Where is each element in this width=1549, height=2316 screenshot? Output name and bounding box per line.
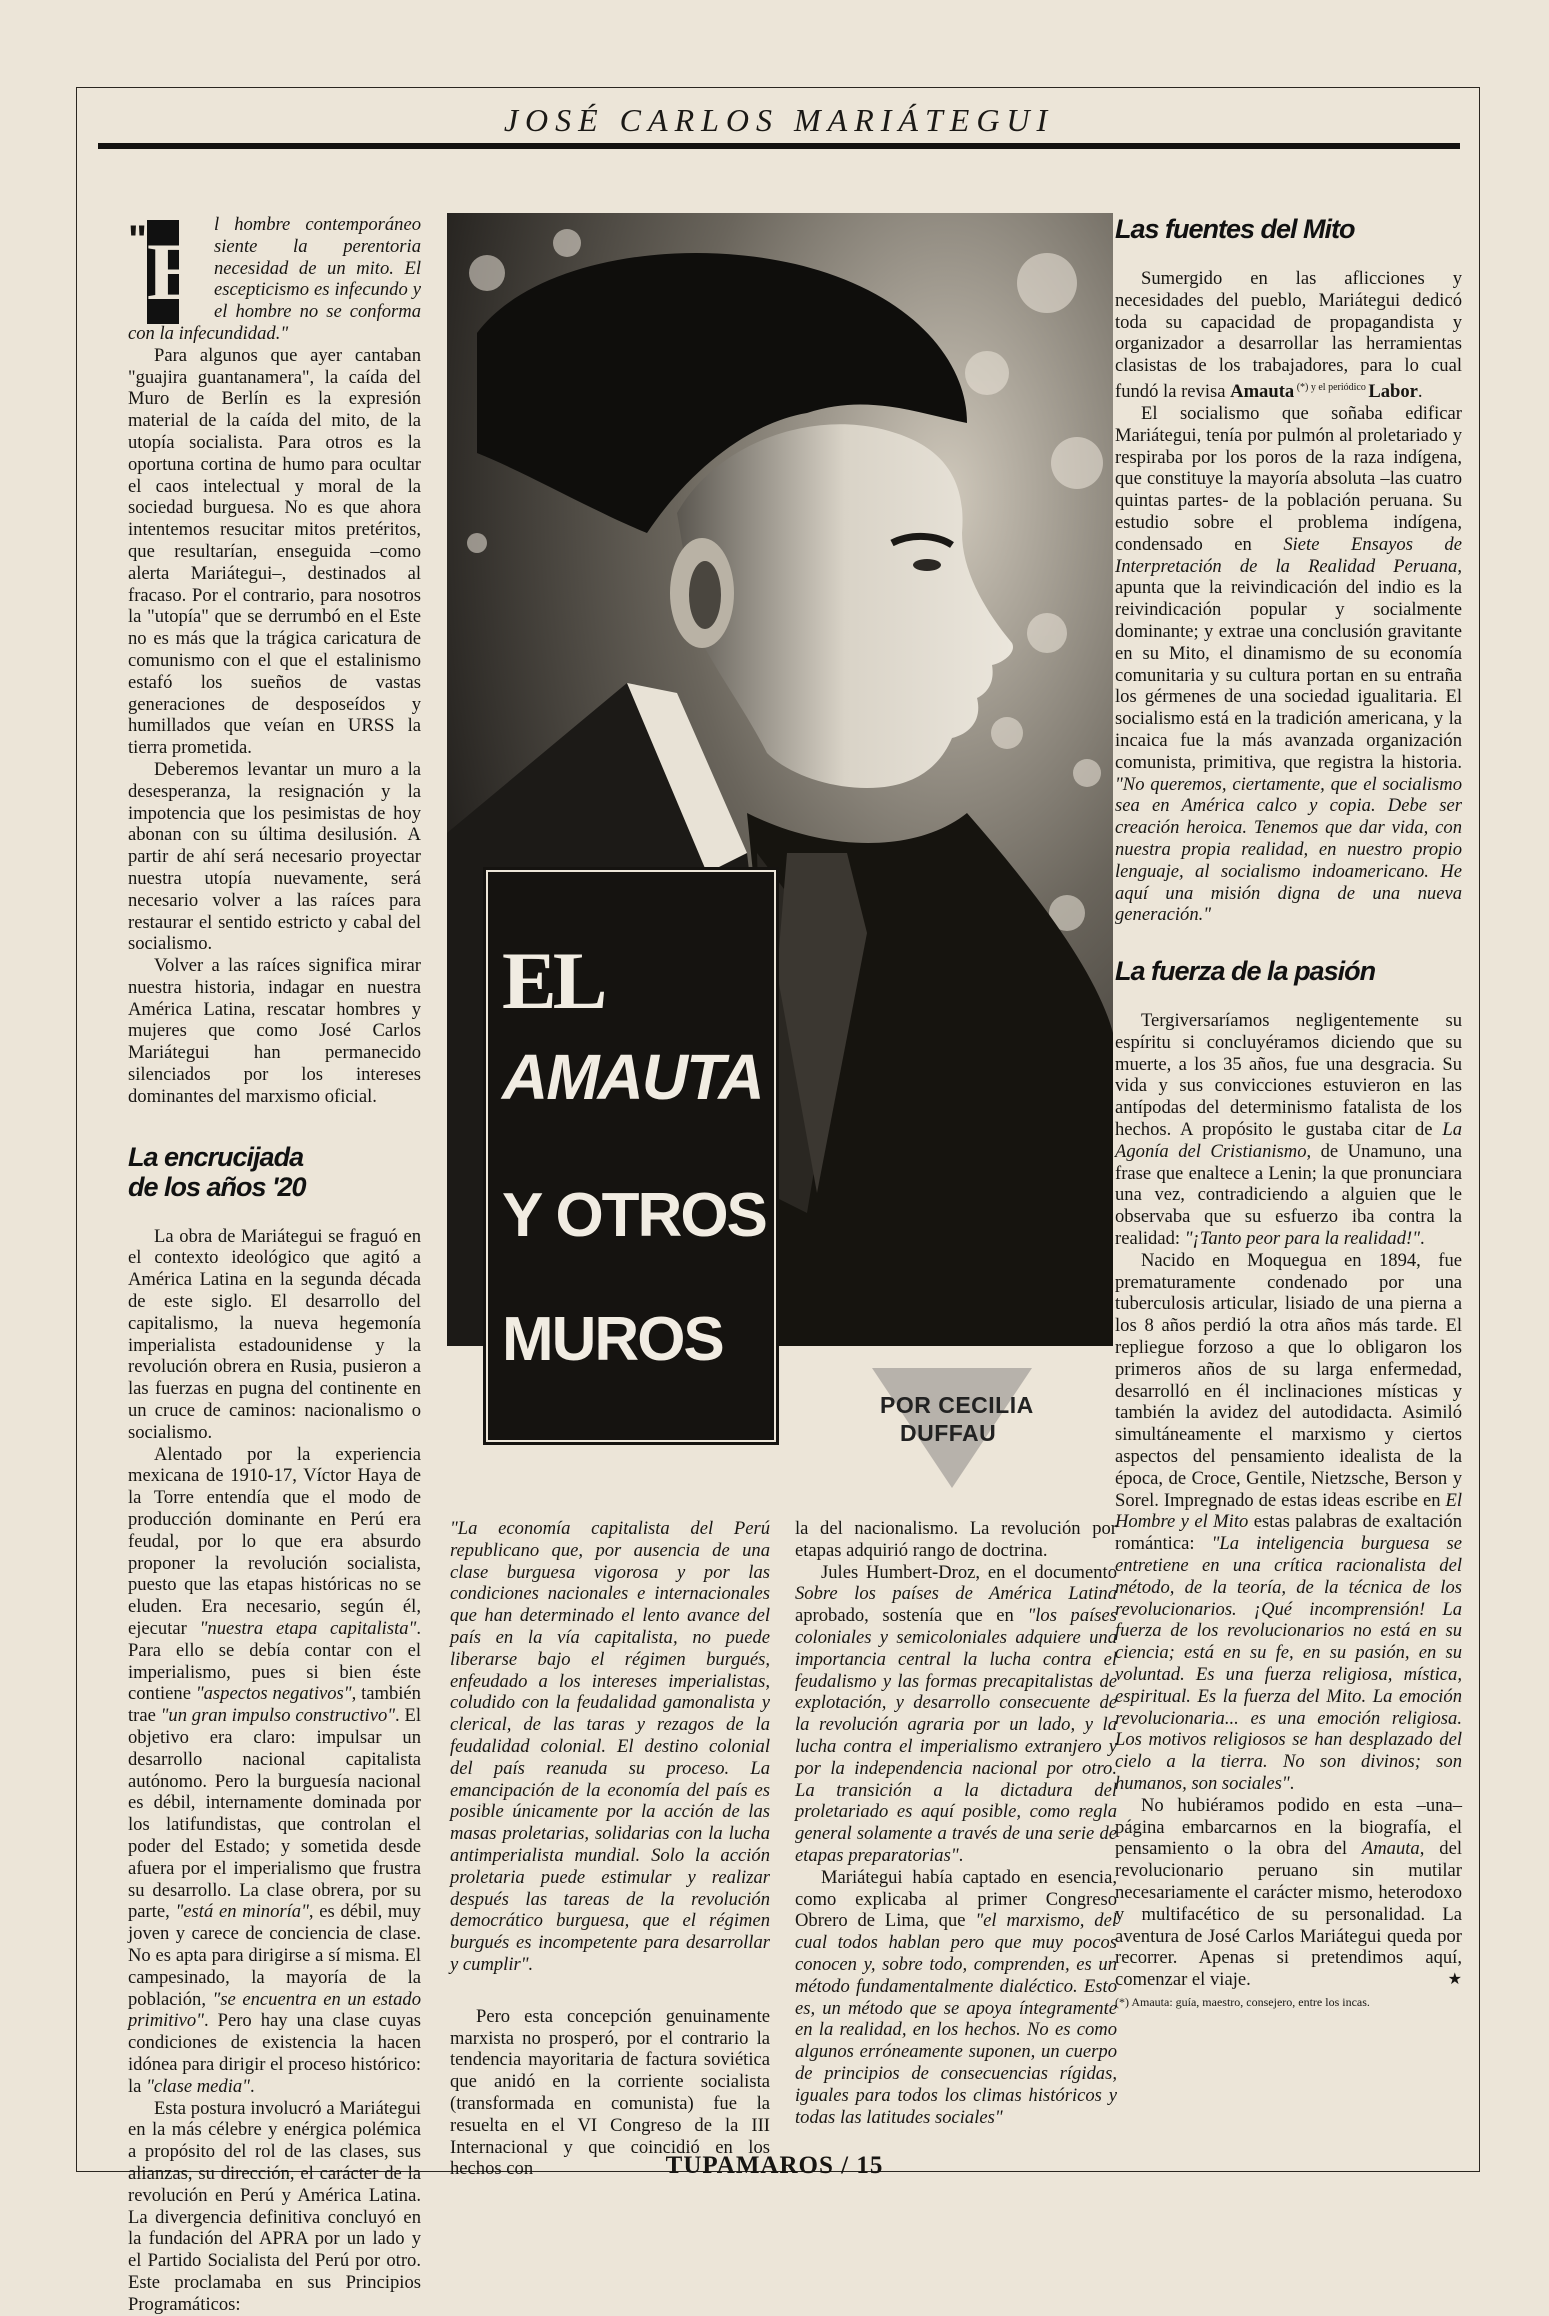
quote-block: "La economía capitalista del Perú republicano que, por ausencia de una clase burguesa vigorosa y por las condiciones nacionales e internacionales que han determinado el lento avance del país en la vía capitalista, no puede liberarse bajo el régimen burgués, enfeudado a los intereses imperialistas, coludido con la feudalidad gamonalista y clerical, de las taras y rezagos de la feudalidad colonial. El destino colonial del país reanuda su proceso. La emancipación de la economía del país es posible únicamente por la acción de las masas proletarias, solidarias con la lucha antimperialista mundial. Solo la acción proletaria puede estimular y realizar después las tareas de la revolución democrático burguesa, que el régimen burgués es incompetente para desarrollar y cumplir". [450,1518,770,1975]
column-1 [128,214,421,2316]
headline-line-2: AMAUTA [502,1041,763,1113]
column-2 [450,1518,770,2180]
page-footer: TUPAMAROS / 15 [665,2152,884,2179]
running-header: JOSÉ CARLOS MARIÁTEGUI [503,102,1055,138]
paragraph: Sumergido en las aflicciones y necesidades del pueblo, Mariátegui dedicó toda su capacidad de propagandista y organizador a desarrollar las herramientas clasistas de los trabajadores, para lo cual fundó la revisa Amauta $^{(*) y el periódico}$ Labor. [1115,268,1462,403]
paragraph: El socialismo que soñaba edificar Mariátegui, tenía por pulmón al proletariado y respiraba por los poros de la raza indígena, que constituye la mayoría absoluta –las cuatro quintas partes- de la población peruana. Su estudio sobre el problema indígena, condensado en Siete Ensayos de Interpretación de la Realidad Peruana, apunta que la reivindicación del indio es la reivindicación popular y socialmente dominante; y extrae una conclusión gravitante en su Mito, el dinamismo de su economía comunitaria y su cultura portan en su entraña los gérmenes de una sociedad igualitaria. El socialismo está en la tradición americana, y la incaica fue la más avanzada organización comunista, primitiva, que registra la historia. "No queremos, ciertamente, que el socialismo sea en América calco y copia. Debe ser creación heroica. Tenemos que dar vida, con nuestra propia realidad, en nuestro propio lenguaje, al socialismo indoamericano. He aquí una misión digna de una nueva generación." [1115,402,1462,926]
paragraph: No hubiéramos podido en esta –una– página embarcarnos en la biografía, el pensamiento o la obra del Amauta, del revolucionario peruano sin mutilar necesariamente el carácter mismo, heterodoxo y multifacético de su personalidad. La aventura de José Carlos Mariátegui queda por recorrer. Apenas si pretendimos aquí, comenzar el viaje. ★ [1115,1794,1462,1991]
paragraph: Jules Humbert-Droz, en el documento Sobre los países de América Latina aprobado, sostenía que en "los países coloniales y semicoloniales adquiere una importancia central la lucha contra el feudalismo y las formas precapitalistas de explotación, y desarrollo consecuente de la revolución agraria por un lado, y la lucha contra el imperialismo extranjero y por la independencia nacional por otro. La transición a la dictadura del proletariado es aquí posible, como regla general solamente a través de una serie de etapas preparatorias". [795,1561,1118,1866]
byline [880,1391,1034,1447]
headline-line-1: EL [502,935,604,1026]
paragraph: Nacido en Moquegua en 1894, fue prematuramente condenado por una tuberculosis articular, lisiado de una pierna a los 8 años perdió la otra años más tarde. El repliegue forzoso a que lo obligaron los primeros años de su larga enfermedad, desarrolló en él inclinaciones místicas y también la avidez del autodidacta. Asimiló simultáneamente el marxismo y ciertos aspectos del pensamiento idealista de la época, de Croce, Gentile, Nietzsche, Berson y Sorel. Impregnado de estas ideas escribe en El Hombre y el Mito estas palabras de exaltación romántica: "La inteligencia burguesa se entretiene en una crítica racionalista del método, de la teoría, de la técnica de los revolucionarios. ¡Qué incomprensión! La fuerza de los revolucionarios no está en su ciencia; está en su fe, en su pasión, en su voluntad. Es una fuerza religiosa, mística, espiritual. Es la fuerza del Mito. La emoción revolucionaria... es una emoción religiosa. Los motivos religiosos se han desplazado del cielo a la tierra. No son divinos; son humanos, son sociales". [1115,1249,1463,1794]
byline-author-2: DUFFAU [900,1420,997,1446]
column-3 [795,1518,1117,2128]
paragraph: Tergiversaríamos negligentemente su espíritu si concluyéramos diciendo que su muerte, a los 35 años, fue una desgracia. Su vida y sus convicciones estuvieron en las antípodas del determinismo fatalista de los hechos. A propósito le gustaba citar de La Agonía del Cristianismo, de Unamuno, una frase que enaltece a Lenin; la que pronunciara una vez, contradiciendo a alguien que le observaba que su esfuerzo iba contra la realidad: "¡Tanto peor para la realidad!". [1115,1010,1462,1250]
paragraph: Mariátegui había captado en esencia, como explicaba al primer Congreso Obrero de Lima, que "el marxismo, del cual todos hablan pero que muy pocos conocen y, sobre todo, comprenden, es un método fundamentalmente dialéctico. Esto es, un método que se apoya íntegramente en la realidad, en los hechos. No es como algunos erróneamente suponen, un cuerpo de principios de consecuencias rígidas, iguales para todos los climas históricos y todas las latitudes sociales" [795,1866,1117,2128]
subhead-encrucijada: La encrucijada de los años '20 [128,1141,306,1202]
subhead-fuentes: Las fuentes del Mito [1115,214,1355,244]
header-rule [98,143,1460,149]
paragraph: Alentado por la experiencia mexicana de 1910-17, Víctor Haya de la Torre entendía que el modo de producción dominante en Perú era feudal, por lo que era absurdo proponer la revolución socialista, puesto que las etapas históricas no se eluden. Era necesario, según él, ejecutar "nuestra etapa capitalista". Para ello se debía contar con el imperialismo, pues si bien éste contiene "aspectos negativos", también trae "un gran impulso constructivo". El objetivo era claro: impulsar un desarrollo nacional capitalista autónomo. Pero la burguesía nacional es débil, internamente dominada por los latifundistas, que controlan el poder del Estado; y sometida desde afuera por el imperialismo que frustra su desarrollo. La clase obrera, por su parte, "está en minoría", es débil, muy joven y carece de conciencia de clase. No es apta para dirigirse a sí misma. El campesinado, la mayoría de la población, "se encuentra en un estado primitivo". Pero hay una clase cuyas condiciones de existencia la hacen idónea para dirigir el proceso histórico: la "clase media". [128,1443,422,2097]
paragraph: Deberemos levantar un muro a la desesperanza, la resignación y la impotencia que los pesimistas de hoy abonan con su última desilusión. A partir de ahí será necesario proyectar nuestra utopía nuevamente, será necesario volver a las raíces para restaurar el sentido estricto y cabal del socialismo. [128,758,421,955]
headline-box [486,870,776,1442]
drop-cap-quote: " [128,218,147,262]
headline-line-3: Y OTROS [502,1181,766,1250]
headline-line-4: MUROS [502,1305,723,1374]
paragraph: Volver a las raíces significa mirar nuestra historia, indagar en nuestra América Latina, rescatar hombres y mujeres que como José Carlos Mariátegui han permanecido silenciados por los intereses dominantes del marxismo oficial. [128,955,421,1107]
end-mark-icon: ★ [1447,1971,1462,1989]
subhead-fuerza: La fuerza de la pasión [1115,956,1376,987]
column-4 [1115,214,1462,2009]
footnote: (*) Amauta: guía, maestro, consejero, entre los incas. [1115,1994,1370,2009]
drop-cap [128,220,206,320]
paragraph: Para algunos que ayer cantaban "guajira guantanamera", la caída del Muro de Berlín es la expresión material de la caída del mito, de la utopía socialista. Para otros es la oportuna cortina de humo para ocultar el caos intelectual y moral de la sociedad burguesa. No es que ahora intentemos resucitar mitos pretéritos, que resultarían, enseguida –como alerta Mariátegui–, destinados al fracaso. Por el contrario, para nosotros la "utopía" que se derrumbó en el Este no es más que la trágica caricatura de comunismo con el que el estalinismo estafó los sueños de vastas generaciones de desposeídos y humillados que veían en URSS la tierra prometida. [128,344,421,759]
paragraph: Pero esta concepción genuinamente marxista no prosperó, por el contrario la tendencia mayoritaria de factura soviética que anidó en la corriente socialista (transformada en comunista) fue la resuelta en el VI Congreso de la III Internacional y que coincidió en los hechos con [450,2005,770,2180]
byline-author-1: POR CECILIA [880,1392,1034,1418]
paragraph: la del nacionalismo. La revolución por etapas adquirió rango de doctrina. [795,1518,1117,1561]
drop-cap-letter: E [147,220,179,324]
paragraph: La obra de Mariátegui se fraguó en el contexto ideológico que agitó a América Latina en la segunda década de este siglo. El desarrollo del capitalismo, la nueva hegemonía imperialista estadounidense y la revolución obrera en Rusia, pusieron a las fuerzas en pugna del continente en un cruce de caminos: nacionalismo o socialismo. [128,1225,421,1443]
opening-quote: l hombre contemporáneo siente la perentoria necesidad de un mito. El escepticismo es infecundo y el hombre no se conforma con la infecundidad." [128,214,421,344]
paragraph: Esta postura involucró a Mariátegui en la más célebre y enérgica polémica a propósito del rol de las clases, sus alianzas, su dirección, el carácter de la revolución en Perú y América Latina. La divergencia definitiva concluyó en la fundación del APRA por un lado y el Partido Socialista del Perú por otro. Este proclamaba en sus Principios Programáticos: [128,2097,421,2315]
